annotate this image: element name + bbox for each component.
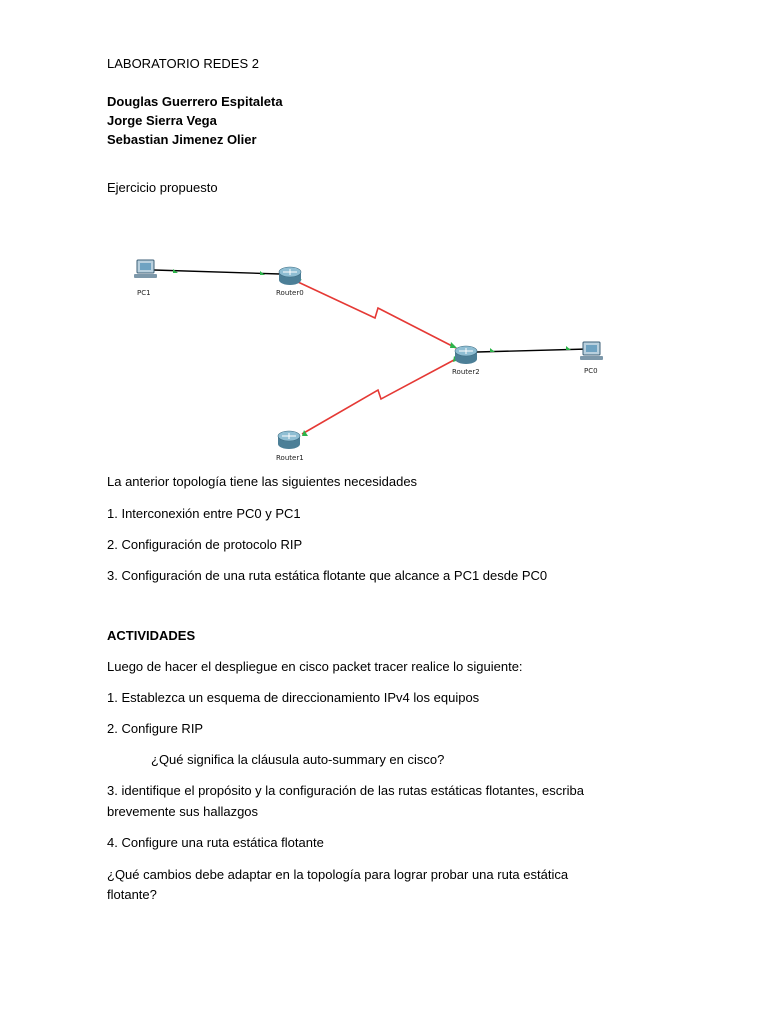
- author-name: Sebastian Jimenez Olier: [107, 132, 257, 147]
- author-name: Douglas Guerrero Espitaleta: [107, 94, 283, 109]
- device-label-pc1: PC1: [137, 289, 151, 297]
- author-name: Jorge Sierra Vega: [107, 113, 217, 128]
- activity-item: 2. Configure RIP: [107, 721, 204, 736]
- activity-item-continuation: brevemente sus hallazgos: [107, 804, 259, 819]
- activities-heading: ACTIVIDADES: [107, 628, 196, 643]
- network-topology-diagram: [120, 250, 620, 470]
- link-router0-router2: [298, 282, 456, 348]
- router-icon[interactable]: [455, 346, 477, 364]
- router-icon[interactable]: [279, 267, 301, 285]
- need-item: 3. Configuración de una ruta estática flotante que alcance a PC1 desde PC0: [107, 568, 548, 583]
- question-auto-summary: ¿Qué significa la cláusula auto-summary en cisco?: [151, 752, 445, 767]
- activity-item: 3. identifique el propósito y la configuración de las rutas estáticas flotantes, escriba: [107, 783, 584, 798]
- link-router1-router2: [302, 360, 454, 434]
- activity-item: 4. Configure una ruta estática flotante: [107, 835, 324, 850]
- device-label-pc0: PC0: [584, 367, 598, 375]
- activity-item: 1. Establezca un esquema de direccionamiento IPv4 los equipos: [107, 690, 480, 705]
- needs-intro: La anterior topología tiene las siguientes necesidades: [107, 474, 418, 489]
- need-item: 1. Interconexión entre PC0 y PC1: [107, 506, 301, 521]
- question-topology-continuation: flotante?: [107, 887, 157, 902]
- lab-title: LABORATORIO REDES 2: [107, 56, 259, 71]
- pc-icon[interactable]: [580, 342, 603, 360]
- device-label-router0: Router0: [276, 289, 304, 297]
- device-label-router1: Router1: [276, 454, 304, 462]
- port-status-markers: [173, 269, 571, 436]
- activities-intro: Luego de hacer el despliegue en cisco packet tracer realice lo siguiente:: [107, 659, 523, 674]
- device-label-router2: Router2: [452, 368, 480, 376]
- router-icon[interactable]: [278, 431, 300, 449]
- pc-icon[interactable]: [134, 260, 157, 278]
- section-heading-exercise: Ejercicio propuesto: [107, 180, 218, 195]
- question-topology: ¿Qué cambios debe adaptar en la topología para lograr probar una ruta estática: [107, 867, 569, 882]
- need-item: 2. Configuración de protocolo RIP: [107, 537, 303, 552]
